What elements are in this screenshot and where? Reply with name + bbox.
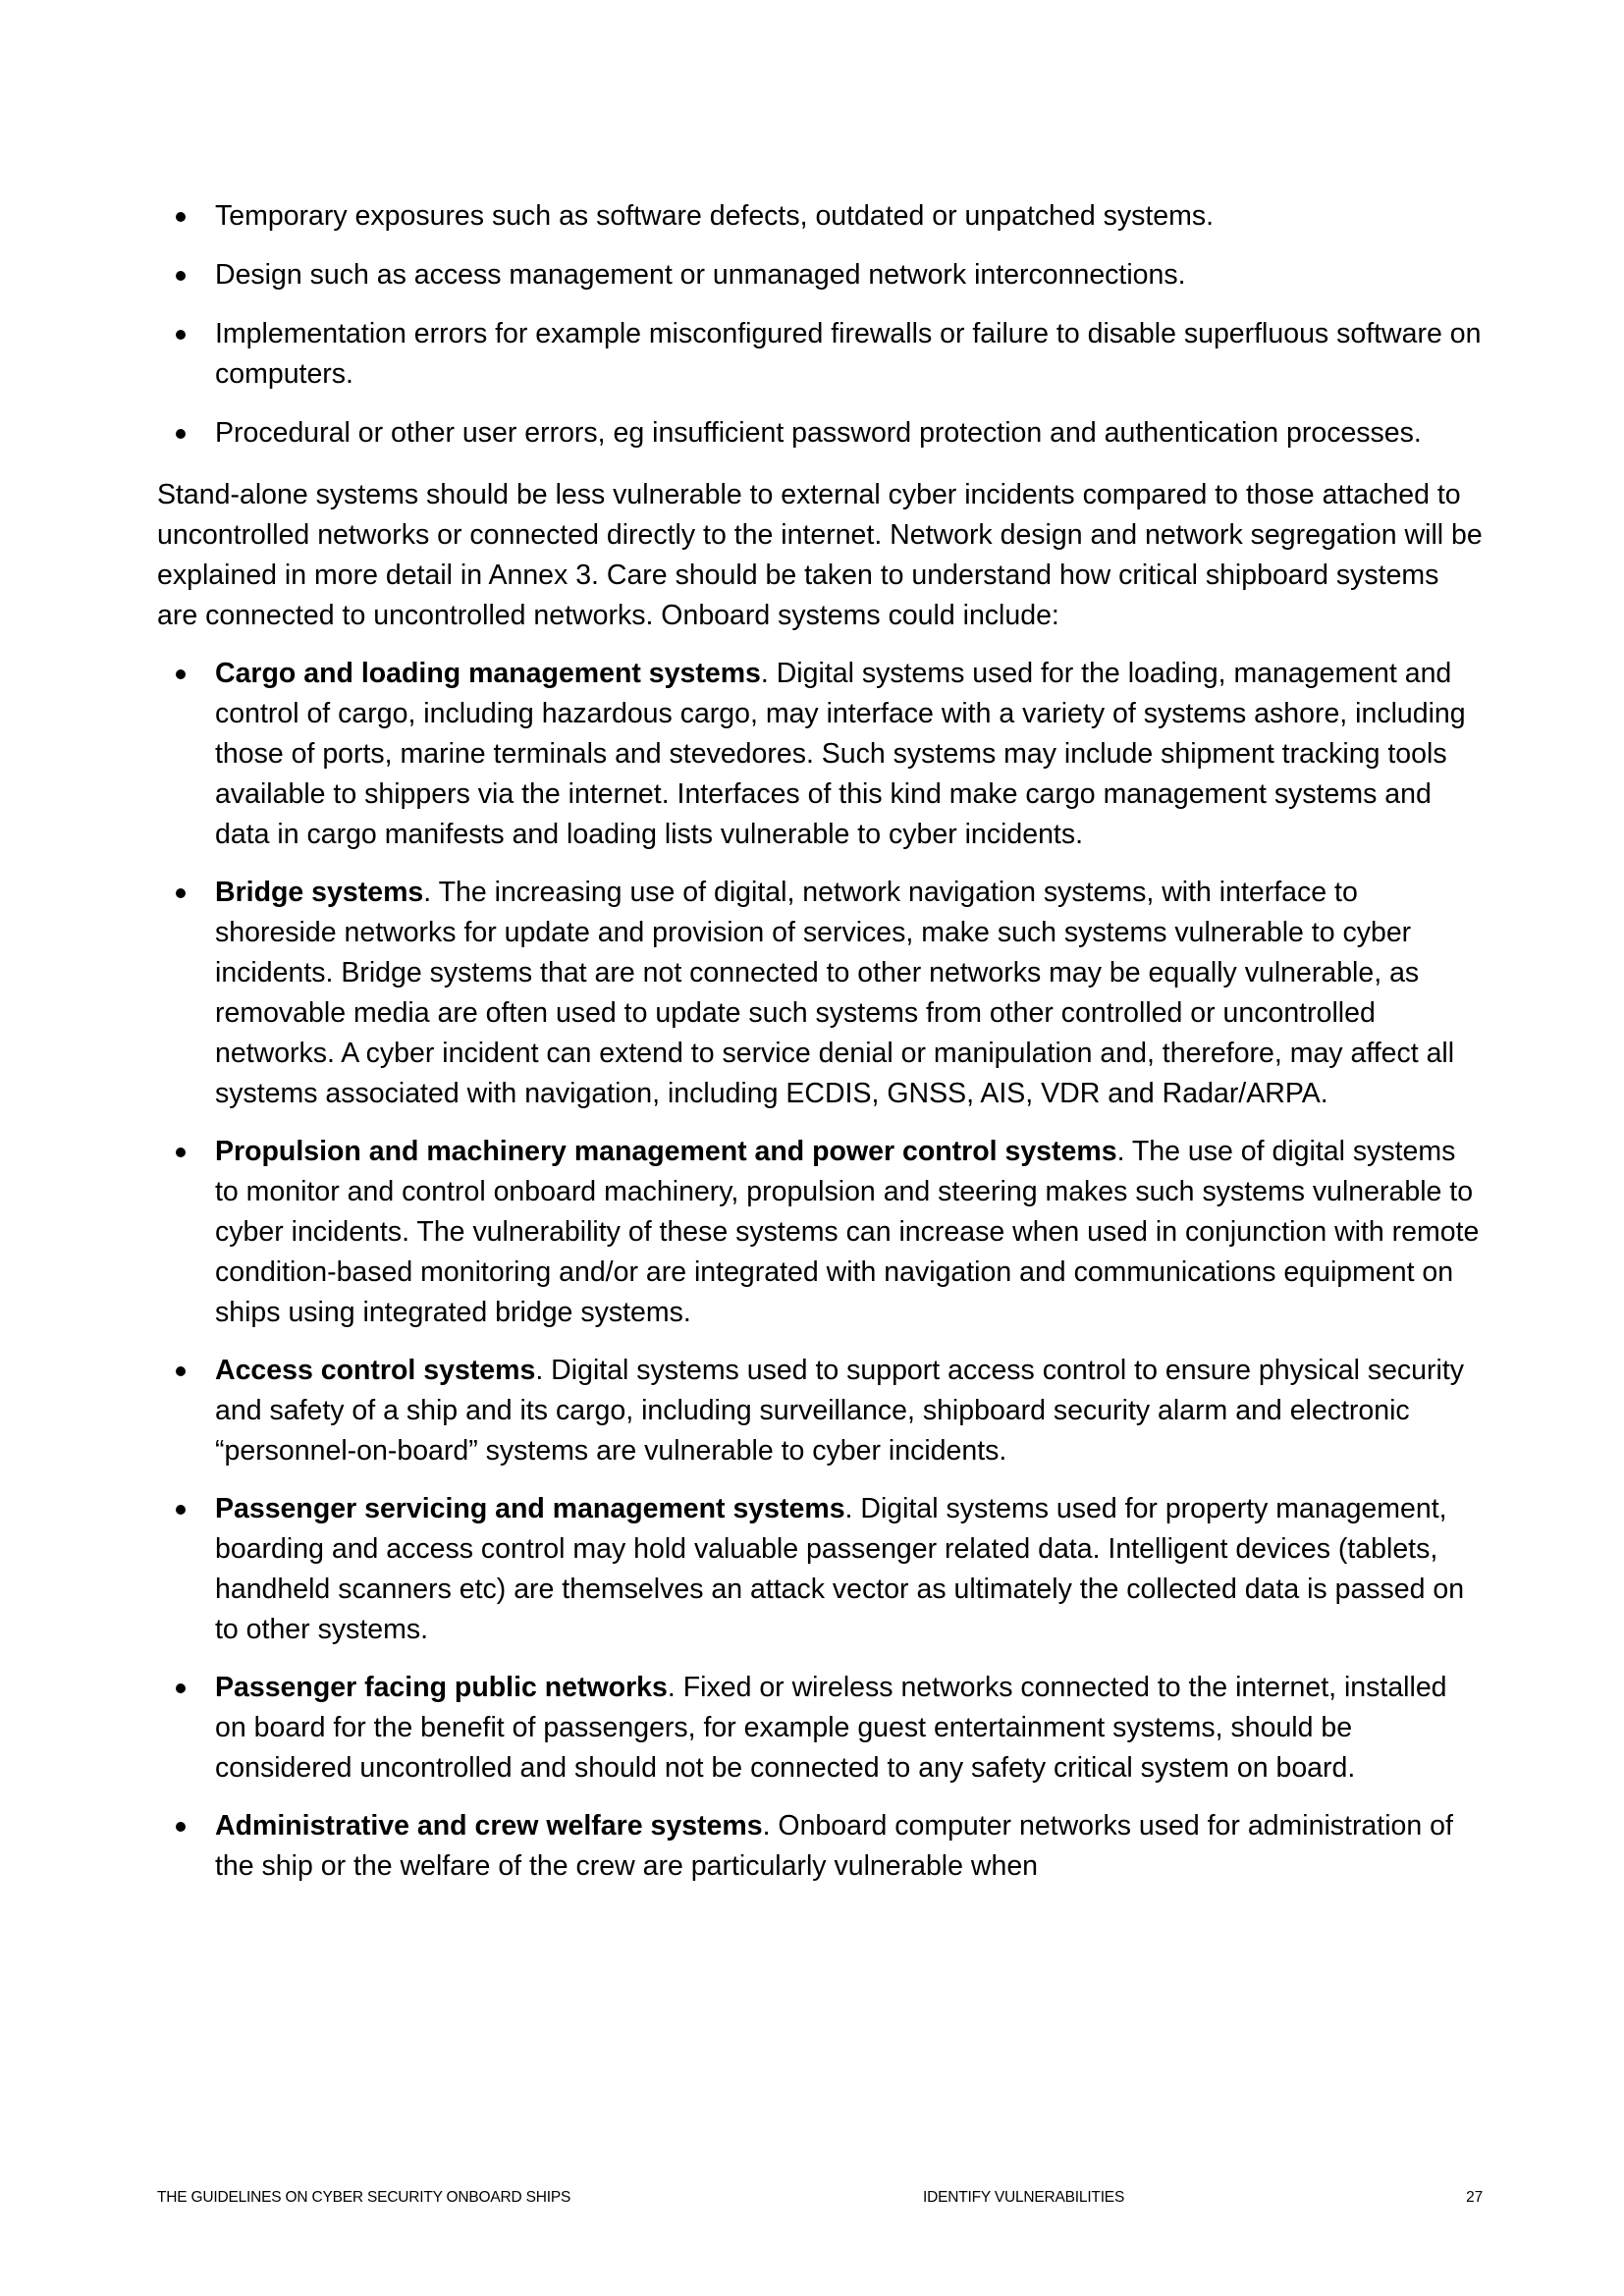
system-description: . Digital systems used for property management, boarding and access control may hold valuable passenger related data. Intelligent devices (tablets, handheld scanners etc) are themselves an attack vector as ultimately the collected data is passed on to other systems. <box>215 1493 1465 1645</box>
list-item: Design such as access management or unmanaged network interconnections. <box>157 255 1483 295</box>
bullet-icon <box>176 888 186 898</box>
list-item <box>157 1668 1483 1789</box>
bullet-icon <box>176 669 186 679</box>
page-body <box>157 196 1483 1904</box>
bullet-icon <box>176 1148 186 1157</box>
bullet-icon <box>176 1366 186 1376</box>
page-number: 27 <box>1466 2189 1483 2206</box>
system-title: Cargo and loading management systems <box>215 658 761 689</box>
bullet-icon <box>176 429 186 439</box>
system-description: . Fixed or wireless networks connected to the internet, installed on board for the benefit of passengers, for example guest entertainment systems, should be considered uncontrolled and should not be connected to any safety critical system on board. <box>215 1672 1447 1784</box>
system-title: Bridge systems <box>215 877 424 908</box>
system-description: . Onboard computer networks used for administration of the ship or the welfare of the crew are particularly vulnerable when <box>215 1810 1453 1882</box>
list-item: Procedural or other user errors, eg insufficient password protection and authentication processes. <box>157 413 1483 454</box>
system-title: Access control systems <box>215 1355 536 1386</box>
system-title: Administrative and crew welfare systems <box>215 1810 763 1842</box>
page-footer <box>157 2189 1483 2213</box>
list-item: Implementation errors for example misconfigured firewalls or failure to disable superfluous software on computers. <box>157 314 1483 395</box>
system-description: . Digital systems used to support access control to ensure physical security and safety of a ship and its cargo, including surveillance, shipboard security alarm and electronic “personnel-on-board” systems are vulnerable to cyber incidents. <box>215 1355 1465 1467</box>
system-title: Passenger servicing and management systems <box>215 1493 845 1524</box>
list-item: Temporary exposures such as software defects, outdated or unpatched systems. <box>157 196 1483 237</box>
exposure-list <box>157 196 1483 454</box>
footer-section-title: IDENTIFY VULNERABILITIES <box>923 2189 1125 2206</box>
list-item <box>157 1489 1483 1650</box>
bullet-icon <box>176 212 186 222</box>
list-item <box>157 1806 1483 1887</box>
list-item <box>157 654 1483 855</box>
bullet-icon <box>176 271 186 281</box>
bullet-icon <box>176 1683 186 1693</box>
intro-paragraph: Stand-alone systems should be less vulnerable to external cyber incidents compared to those attached to uncontrolled networks or connected directly to the internet. Network design and network segregation will be explained in more detail in Annex 3. Care should be taken to understand how critical shipboard systems are connected to uncontrolled networks. Onboard systems could include: <box>157 479 1483 631</box>
system-description: . The use of digital systems to monitor and control onboard machinery, propulsion and steering makes such systems vulnerable to cyber incidents. The vulnerability of these systems can increase when used in conjunction with remote condition-based monitoring and/or are integrated with navigation and communications equipment on ships using integrated bridge systems. <box>215 1136 1480 1328</box>
list-item <box>157 1132 1483 1333</box>
system-title: Propulsion and machinery management and power control systems <box>215 1136 1117 1167</box>
system-title: Passenger facing public networks <box>215 1672 668 1703</box>
bullet-icon <box>176 330 186 340</box>
list-item <box>157 1351 1483 1471</box>
system-description: . Digital systems used for the loading, management and control of cargo, including hazardous cargo, may interface with a variety of systems ashore, including those of ports, marine terminals and stevedores. Such systems may include shipment tracking tools available to shippers via the internet. Interfaces of this kind make cargo management systems and data in cargo manifests and loading lists vulnerable to cyber incidents. <box>215 658 1466 850</box>
onboard-systems-list <box>157 654 1483 1887</box>
bullet-icon <box>176 1505 186 1515</box>
footer-document-title: THE GUIDELINES ON CYBER SECURITY ONBOARD SHIPS <box>157 2189 571 2206</box>
system-description: . The increasing use of digital, network navigation systems, with interface to shoreside networks for update and provision of services, make such systems vulnerable to cyber incidents. Bridge systems that are not connected to other networks may be equally vulnerable, as removable media are often used to update such systems from other controlled or uncontrolled networks. A cyber incident can extend to service denial or manipulation and, therefore, may affect all systems associated with navigation, including ECDIS, GNSS, AIS, VDR and Radar/ARPA. <box>215 877 1455 1109</box>
bullet-icon <box>176 1822 186 1832</box>
list-item <box>157 873 1483 1114</box>
